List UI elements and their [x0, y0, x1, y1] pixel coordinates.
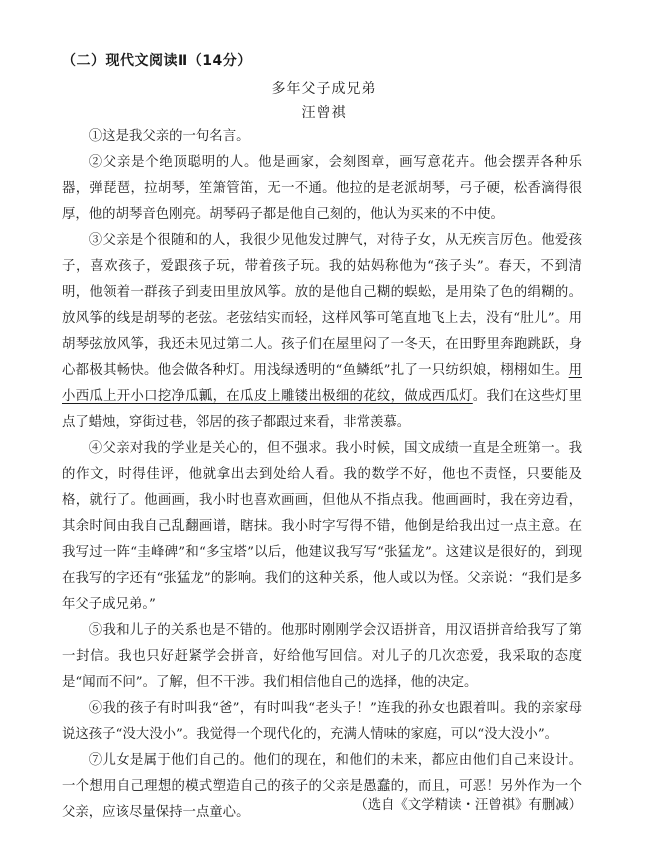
passage-author: 汪曾祺 — [301, 105, 347, 121]
paragraph-6: ⑥我的孩子有时叫我“爸”，有时叫我“老头子！”连我的孙女也跟着叫。我的亲家母说这孩子“没大没小”。我觉得一个现代化的，充满人情味的家庭，可以“没大没小”。 — [62, 701, 582, 742]
paragraph-4: ④父亲对我的学业是关心的，但不强求。我小时候，国文成绩一直是全班第一。我的作文，时得佳评，他就拿出去到处给人看。我的数学不好，他也不责怪，只要能及格，就行了。他画画，我小时也喜欢画画，但他从不指点我。他画画时，我在旁边看，其余时间由我自己乱翻画谱，瞎抹。我小时字写得不错，他倒是给我出过一点主意。在我写过一阵“圭峰碑”和“多宝塔”以后，他建议我写写“张猛龙”。这建议是很好的，到现在我写的字还有“张猛龙”的影响。我们的这种关系，他人或以为怪。父亲说：“我们是多年父子成兄弟。” — [62, 441, 582, 612]
source-citation: （选自《文学精读・汪曾祺》有删减） — [354, 798, 582, 813]
paragraph-1: ①这是我父亲的一句名言。 — [88, 129, 250, 144]
section-heading: （二）现代文阅读Ⅱ（14分） — [62, 53, 252, 69]
paragraph-5: ⑤我和儿子的关系也是不错的。他那时刚刚学会汉语拼音，用汉语拼音给我写了第一封信。我也只好赶紧学会拼音，好给他写回信。对儿子的几次恋爱，我采取的态度是“闻而不问”。了解，但不干涉。我们相信他自己的选择，他的决定。 — [62, 623, 582, 690]
passage-body — [62, 124, 582, 826]
underlined-sentence: 用小西瓜上开小口挖净瓜瓤，在瓜皮上雕镂出极细的花纹，做成西瓜灯 — [62, 363, 582, 404]
paragraph-2: ②父亲是个绝顶聪明的人。他是画家，会刻图章，画写意花卉。他会摆弄各种乐器，弹琵琶，拉胡琴，笙箫管笛，无一不通。他拉的是老派胡琴，弓子硬，松香滴得很厚，他的胡琴音色刚亮。胡琴码子都是他自己刻的，他认为买来的不中使。 — [62, 155, 582, 222]
paragraph-7: ⑦儿女是属于他们自己的。他们的现在，和他们的未来，都应由他们自己来设计。一个想用自己理想的模式塑造自己的孩子的父亲是愚蠢的，而且，可恶！另外作为一个父亲，应该尽量保持一点童心。 — [62, 753, 582, 820]
passage-title: 多年父子成兄弟 — [271, 81, 377, 97]
paragraph-3: ③父亲是个很随和的人，我很少见他发过脾气，对待子女，从无疾言厉色。他爱孩子，喜欢孩子，爱跟孩子玩，带着孩子玩。我的姑妈称他为“孩子头”。春天，不到清明，他领着一群孩子到麦田里放风筝。放的是他自己糊的蜈蚣，是用染了色的绢糊的。放风筝的线是胡琴的老弦。老弦结实而轻，这样风筝可笔直地飞上去，没有“肚儿”。用胡琴弦放风筝，我还未见过第二人。孩子们在屋里闷了一冬天，在田野里奔跑跳跃，身心都极其畅快。他会做各种灯。用浅绿透明的“鱼鳞纸”扎了一只纺织娘，栩栩如生。用小西瓜上开小口挖净瓜瓤，在瓜皮上雕镂出极细的花纹，做成西瓜灯。我们在这些灯里点了蜡烛，穿街过巷，邻居的孩子都跟过来看，非常羡慕。 — [62, 233, 583, 430]
